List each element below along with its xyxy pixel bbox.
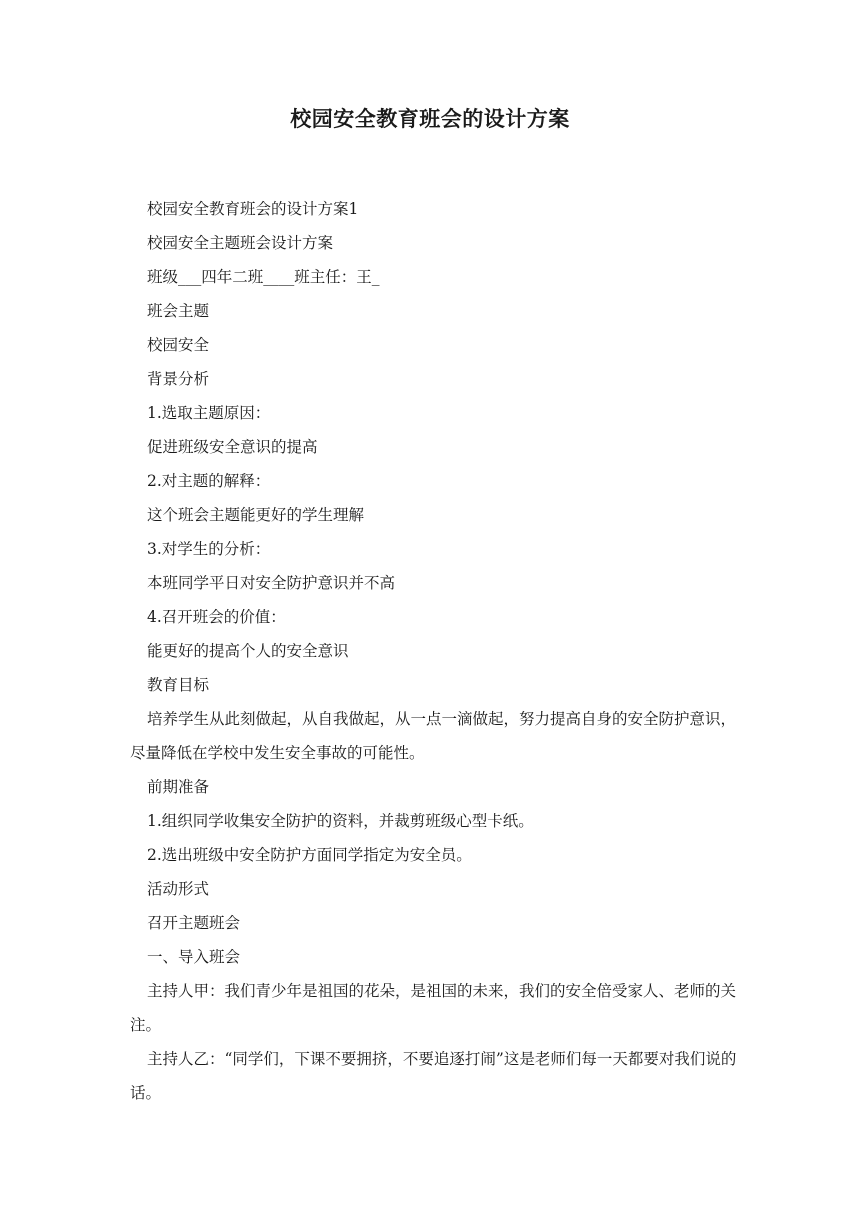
paragraph: 2.对主题的解释： [147,472,271,490]
paragraph: 2.选出班级中安全防护方面同学指定为安全员。 [147,846,472,864]
paragraph: 3.对学生的分析： [147,540,271,558]
paragraph: 主持人甲：我们青少年是祖国的花朵，是祖国的未来，我们的安全倍受家人、老师的关注。 [130,982,737,1034]
paragraph: 活动形式 [147,880,210,898]
paragraph: 校园安全主题班会设计方案 [147,234,334,252]
paragraph: 主持人乙：“同学们，下课不要拥挤，不要追逐打闹”这是老师们每一天都要对我们说的话。 [130,1050,737,1102]
paragraph: 4.召开班会的价值： [147,608,286,626]
paragraph: 召开主题班会 [147,914,241,932]
paragraph: 一、导入班会 [147,948,241,966]
paragraph: 校园安全 [147,336,210,354]
paragraph: 1.组织同学收集安全防护的资料，并裁剪班级心型卡纸。 [147,812,534,830]
document-title: 校园安全教育班会的设计方案 [290,106,570,131]
paragraph: 班会主题 [147,302,210,320]
paragraph: 促进班级安全意识的提高 [147,438,318,456]
paragraph: 1.选取主题原因： [147,404,271,422]
paragraph: 培养学生从此刻做起，从自我做起，从一点一滴做起，努力提高自身的安全防护意识，尽量降低在学校中发生安全事故的可能性。 [130,710,737,762]
paragraph: 校园安全教育班会的设计方案1 [147,200,359,218]
paragraph: 教育目标 [147,676,210,694]
paragraph: 本班同学平日对安全防护意识并不高 [147,574,396,592]
paragraph: 背景分析 [147,370,210,388]
paragraph: 前期准备 [147,778,210,796]
paragraph: 班级___四年二班____班主任：王_ [147,268,380,286]
paragraph: 这个班会主题能更好的学生理解 [147,506,365,524]
paragraph: 能更好的提高个人的安全意识 [147,642,349,660]
document-body [130,192,740,1110]
